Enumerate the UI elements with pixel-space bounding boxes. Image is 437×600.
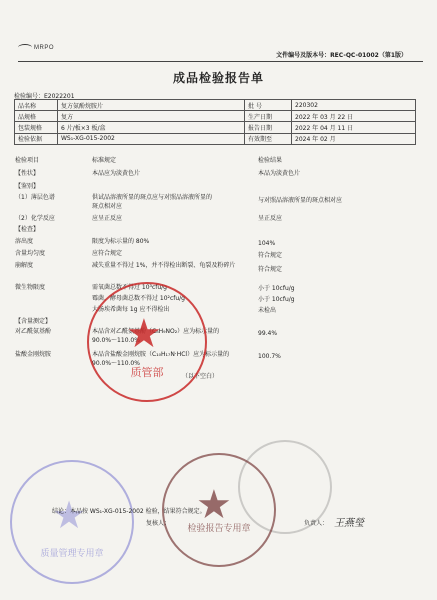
info-row [15, 133, 416, 144]
header-divider [18, 61, 423, 62]
acetaminophen-result: 99.4% [258, 330, 278, 337]
microbial-standard-3: 大肠埃希菌每 1g 应不得检出 [92, 306, 170, 313]
info-value: WS₁-XG-015-2002 [58, 133, 245, 144]
quality-department-stamp [87, 282, 207, 402]
disintegration-item: 崩解度 [15, 262, 34, 269]
info-label: 报告日期 [245, 122, 292, 133]
logo-text: MRPO [34, 45, 54, 52]
amantadine-result: 100.7% [258, 353, 281, 360]
col-header-standard: 标准规定 [92, 157, 117, 164]
info-label: 批 号 [245, 100, 292, 111]
dissolution-item: 溶出度 [15, 238, 34, 245]
document-number: 文件编号及版本号：REC-QC-01002（第1版） [276, 52, 407, 59]
star-icon: ★ [196, 482, 232, 528]
stamp-label: 质管部 [130, 366, 164, 379]
page-title: 成品检验报告单 [172, 71, 264, 85]
microbial-result-3: 未检出 [258, 307, 277, 314]
company-logo [18, 44, 54, 51]
info-label: 包装规格 [15, 122, 58, 133]
qc-management-stamp [10, 460, 134, 584]
amantadine-standard: 本品含盐酸金刚烷胺（C₁₀H₁₇N·HCl）应为标示量的 90.0%～110.0% [92, 351, 230, 367]
dissolution-result: 104% [258, 240, 276, 247]
star-icon: ★ [126, 311, 162, 357]
microbial-result-2: 小于 10cfu/g [258, 296, 295, 303]
section-assay: 【含量测定】 [15, 318, 52, 325]
info-row [15, 100, 416, 111]
info-value: 2024 年 02 月 [292, 133, 416, 144]
uniformity-item: 含量均匀度 [15, 250, 46, 257]
col-header-item: 检验项目 [15, 157, 40, 164]
info-row [15, 111, 416, 122]
microbial-result-1: 小于 10cfu/g [258, 285, 295, 292]
info-value: 复方氨酚烷胺片 [58, 100, 245, 111]
traits-standard: 本品应为淡黄色片 [92, 170, 141, 177]
ident-tlc-item: （1）薄层色谱 [15, 194, 55, 201]
reviewer-label: 复核人： [146, 520, 171, 527]
ident-chem-standard: 应呈正反应 [92, 215, 123, 222]
microbial-standard-1: 需氧菌总数不得过 10³cfu/g [92, 284, 167, 291]
uniformity-result: 符合规定 [258, 252, 283, 259]
acetaminophen-item: 对乙酰氨基酚 [15, 328, 52, 335]
info-label: 品规格 [15, 111, 58, 122]
batch-number: 检验编号：E2022201 [14, 93, 75, 100]
info-row [15, 122, 416, 133]
amantadine-item: 盐酸金刚烷胺 [15, 351, 52, 358]
traits-result: 本品为淡黄色片 [258, 170, 301, 177]
stamp-label: 质量管理专用章 [40, 549, 104, 559]
microbial-standard-2: 霉菌、酵母菌总数不得过 10²cfu/g [92, 295, 185, 302]
section-traits: 【性状】 [15, 170, 40, 177]
info-label: 品名称 [15, 100, 58, 111]
info-value: 6 片/板×3 板/盒 [58, 122, 245, 133]
ident-tlc-standard: 供试品溶液所显的斑点应与对照品溶液所显的斑点相对应 [92, 194, 213, 210]
product-info-table [14, 99, 416, 145]
info-label: 检验依据 [15, 133, 58, 144]
logo-swoosh-icon [18, 44, 32, 51]
blank-below-note: （以下空白） [182, 373, 219, 380]
col-header-result: 检验结果 [258, 157, 283, 164]
stamp-label: 检验报告专用章 [187, 524, 251, 534]
section-check: 【检查】 [15, 226, 40, 233]
star-icon: ★ [52, 493, 87, 537]
info-value: 2022 年 04 月 11 日 [292, 122, 416, 133]
info-value: 220302 [292, 100, 416, 111]
acetaminophen-standard: 本品含对乙酰氨基酚（C₈H₉NO₂）应为标示量的 90.0%～110.0% [92, 328, 220, 344]
disintegration-result: 符合规定 [258, 266, 283, 273]
info-value: 2022 年 03 月 22 日 [292, 111, 416, 122]
disintegration-standard: 减失重量不得过 1%，并不得检出断裂、龟裂及粉碎片 [92, 262, 236, 269]
signature: 王燕瑩 [334, 518, 364, 529]
ident-chem-item: （2）化学反应 [15, 215, 55, 222]
responsible-label: 负责人： [304, 520, 329, 527]
microbial-item: 微生物限度 [15, 284, 46, 291]
ident-chem-result: 呈正反应 [258, 215, 283, 222]
conclusion-text: 结论：本品按 WS₁-XG-015-2002 检验，结果符合规定。 [52, 508, 206, 515]
info-label: 有效期至 [245, 133, 292, 144]
ident-tlc-result: 与对照品溶液所显的斑点相对应 [258, 197, 343, 204]
info-label: 生产日期 [245, 111, 292, 122]
dissolution-standard: 限度为标示量的 80% [92, 238, 150, 245]
info-value: 复方 [58, 111, 245, 122]
uniformity-standard: 应符合规定 [92, 250, 123, 257]
section-identification: 【鉴别】 [15, 183, 40, 190]
